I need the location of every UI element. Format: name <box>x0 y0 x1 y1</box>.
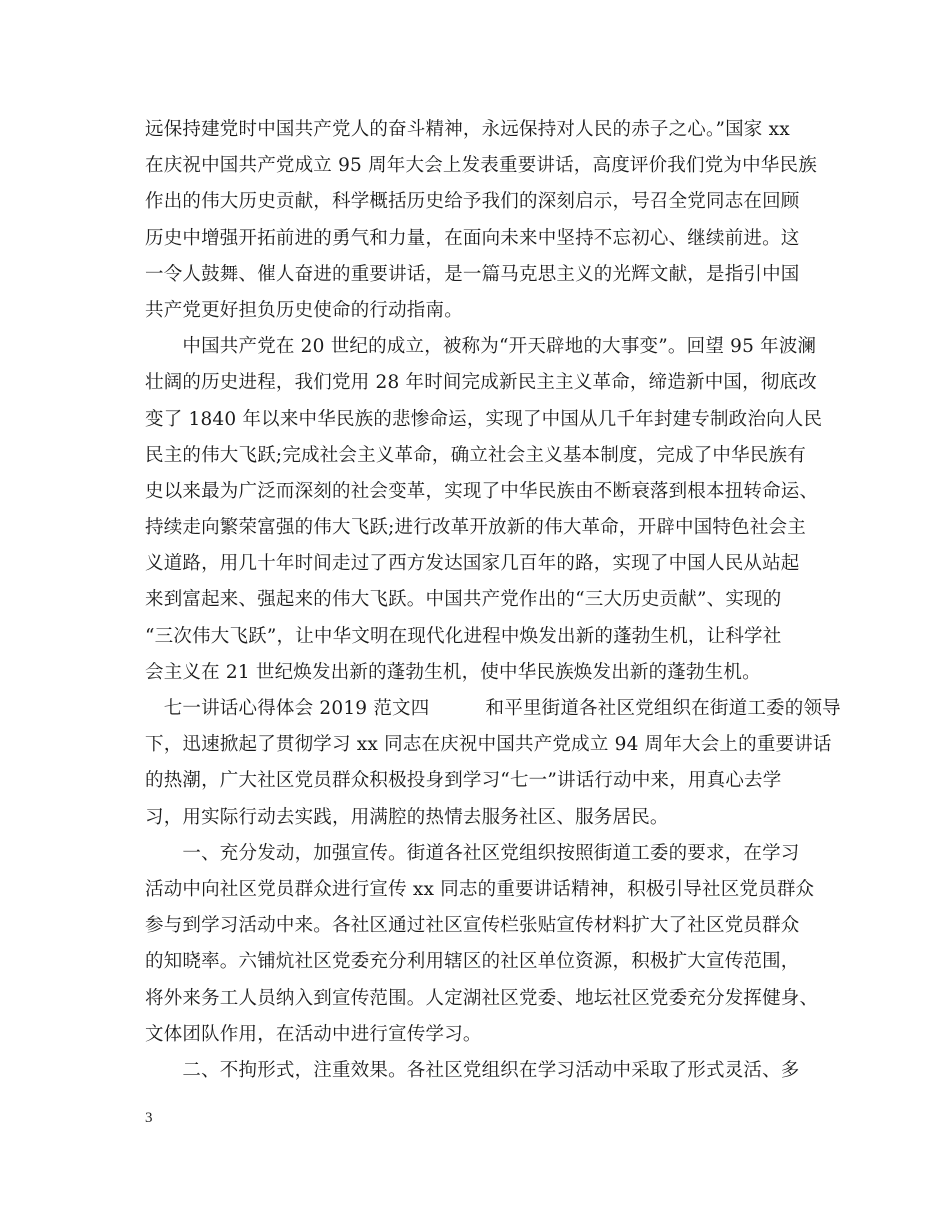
text-line: 文体团队作用，在活动中进行宣传学习。 <box>145 1023 482 1045</box>
text-line: 壮阔的历史进程，我们党用 28 年时间完成新民主主义革命，缔造新中国，彻底改 <box>145 372 817 394</box>
text-line: 来到富起来、强起来的伟大飞跃。中国共产党作出的“三大历史贡献”、实现的 <box>145 589 782 611</box>
text-line: “三次伟大飞跃”，让中华文明在现代化进程中焕发出新的蓬勃生机，让科学社 <box>145 625 782 647</box>
text-line: 民主的伟大飞跃;完成社会主义革命，确立社会主义基本制度，完成了中华民族有 <box>145 444 806 466</box>
body-text <box>145 112 841 1089</box>
text-line: 历史中增强开拓前进的勇气和力量，在面向未来中坚持不忘初心、继续前进。这 <box>145 227 800 249</box>
text-line: 参与到学习活动中来。各社区通过社区宣传栏张贴宣传材料扩大了社区党员群众 <box>145 915 800 937</box>
text-line: 中国共产党在 20 世纪的成立，被称为“开天辟地的大事变”。回望 95 年波澜 <box>145 336 817 358</box>
text-line: 的热潮，广大社区党员群众积极投身到学习“七一”讲话行动中来，用真心去学 <box>145 770 782 792</box>
text-line: 的知晓率。六铺炕社区党委充分利用辖区的社区单位资源，积极扩大宣传范围， <box>145 951 800 973</box>
text-line: 变了 1840 年以来中华民族的悲惨命运，实现了中国从几千年封建专制政治向人民 <box>145 408 823 430</box>
text-line: 在庆祝中国共产党成立 95 周年大会上发表重要讲话，高度评价我们党为中华民族 <box>145 155 817 177</box>
text-line: 会主义在 21 世纪焕发出新的蓬勃生机，使中华民族焕发出新的蓬勃生机。 <box>145 661 761 683</box>
text-line: 习，用实际行动去实践，用满腔的热情去服务社区、服务居民。 <box>145 806 669 828</box>
text-line: 将外来务工人员纳入到宣传范围。人定湖社区党委、地坛社区党委充分发挥健身、 <box>145 987 819 1009</box>
text-line: 远保持建党时中国共产党人的奋斗精神，永远保持对人民的赤子之心。”国家 xx <box>145 119 790 140</box>
text-line: 一令人鼓舞、催人奋进的重要讲话，是一篇马克思主义的光辉文献，是指引中国 <box>145 263 800 285</box>
text-line: 二、不拘形式，注重效果。各社区党组织在学习活动中采取了形式灵活、多 <box>145 1059 800 1081</box>
page-number: 3 <box>145 1110 153 1126</box>
text-line: 活动中向社区党员群众进行宣传 xx 同志的重要讲话精神，积极引导社区党员群众 <box>145 878 815 900</box>
text-line: 一、充分发动，加强宣传。街道各社区党组织按照街道工委的要求，在学习 <box>145 842 800 864</box>
text-line: 作出的伟大历史贡献，科学概括历史给予我们的深刻启示，号召全党同志在回顾 <box>145 191 800 213</box>
text-line: 七一讲话心得体会 2019 范文四 和平里街道各社区党组织在街道工委的领导 <box>145 698 841 719</box>
text-line: 持续走向繁荣富强的伟大飞跃;进行改革开放新的伟大革命，开辟中国特色社会主 <box>145 517 806 539</box>
text-line: 共产党更好担负历史使命的行动指南。 <box>145 299 463 321</box>
text-line: 史以来最为广泛而深刻的社会变革，实现了中华民族由不断衰落到根本扭转命运、 <box>145 480 819 502</box>
text-line: 义道路，用几十年时间走过了西方发达国家几百年的路，实现了中国人民从站起 <box>145 553 800 575</box>
text-line: 下，迅速掀起了贯彻学习 xx 同志在庆祝中国共产党成立 94 周年大会上的重要讲话 <box>145 734 832 756</box>
